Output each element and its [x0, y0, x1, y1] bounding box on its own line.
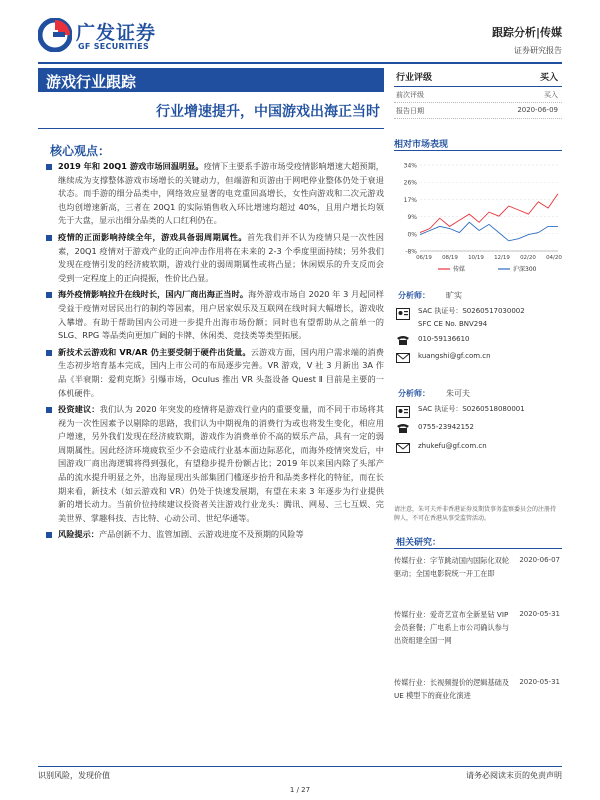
- analyst-1-label: 分析师：: [398, 291, 430, 300]
- analyst-1-email[interactable]: kuangshi@gf.com.cn: [418, 352, 491, 360]
- series-line-index: [420, 222, 558, 241]
- analyst-2-phone: 0755-23942152: [418, 423, 474, 431]
- analyst-2-sac: SAC 执证号：S0260518080001: [418, 405, 525, 413]
- phone-icon: [396, 422, 410, 434]
- analyst-2-email[interactable]: zhukefu@gf.com.cn: [418, 442, 487, 450]
- report-date-label: 报告日期: [396, 107, 424, 115]
- rating-box: [394, 68, 562, 119]
- email-icon: [396, 352, 410, 364]
- analyst-1-name: 旷实: [446, 291, 462, 300]
- header-divider: [38, 62, 562, 64]
- y-tick-label: 9%: [407, 214, 417, 222]
- y-tick-label: 0%: [407, 231, 417, 239]
- bullet-heading: 新技术云游戏和 VR/AR 仍主要受制于硬件出货量。: [58, 346, 251, 357]
- core-views-title: 核心观点：: [50, 144, 111, 158]
- id-card-icon: [396, 406, 410, 418]
- core-bullet: [44, 528, 384, 542]
- rating-value: 买入: [539, 73, 558, 83]
- bullet-body: 云游戏方面，国内用户需求端的消费生态初步培育基本完成，国内上市公司的布局逐步完善。VR 游戏，V 社 3 月新出 3A 作品《半衰期：爱莉克斯》引爆市场，Oculus 推出 VR 头盔设备 Quest Ⅱ 目前是主要的一体机硬件。: [58, 346, 384, 398]
- bullet-heading: 投资建议：: [58, 404, 100, 415]
- bullet-heading: 2019 年和 20Q1 游戏市场回温明显。: [58, 161, 204, 171]
- rating-label: 行业评级: [396, 73, 433, 83]
- report-title: 游戏行业跟踪: [46, 73, 137, 91]
- previous-rating-label: 前次评级: [396, 91, 424, 99]
- x-tick-label: 08/19: [442, 255, 458, 261]
- rating-header: [394, 68, 562, 87]
- subtitle-divider: [38, 128, 384, 129]
- x-tick-label: 10/19: [468, 255, 484, 261]
- footer-slogan: 识别风险，发现价值: [38, 771, 110, 780]
- related-item-title[interactable]: 传媒行业：爱奇艺宣布全新星钻 VIP 会员套餐；广电系上市公司确认参与出资组建全国一网: [394, 610, 510, 645]
- report-date-row: [394, 103, 562, 119]
- page-number: 1 / 27: [289, 786, 311, 794]
- footer-divider: [38, 766, 562, 767]
- bullet-body: 产品创新不力、监管加剧、云游戏进度不及预期的风险等: [98, 529, 304, 540]
- chart-title-divider: [394, 150, 562, 151]
- core-bullet: [44, 288, 384, 342]
- x-tick-label: 12/19: [494, 255, 510, 261]
- previous-rating-row: [394, 87, 562, 103]
- x-tick-label: 06/19: [416, 255, 432, 261]
- y-tick-label: 17%: [403, 196, 417, 204]
- company-logo: [38, 18, 168, 52]
- bullet-body: 海外游戏市场自 2020 年 3 月起同样受益于疫情对居民出行的制约等因素，用户居家娱乐及互联网在线时间大幅增长，游戏收入攀增。有助于帮助国内公司进一步提升出海市场份额；同时也有望帮助从之前单一的 SLG、RPG 等品类向更加广阔的卡牌、休闲类、竞技类等类型拓展。: [58, 289, 384, 341]
- related-item-title[interactable]: 传媒行业：长视频提价的逻辑基础及 UE 模型下的商业化演进: [394, 678, 510, 700]
- analyst-2-name: 朱可夫: [446, 389, 470, 398]
- related-research-title: 相关研究：: [396, 538, 442, 548]
- core-bullet: [44, 403, 384, 525]
- analyst-1-sfc: SFC CE No. BNV294: [418, 320, 488, 328]
- legend-label: 传媒: [453, 266, 466, 273]
- footer-disclaimer-note: 请务必阅读末页的免责声明: [466, 771, 562, 780]
- id-card-icon: [396, 308, 410, 320]
- report-subtype: 证券研究报告: [514, 46, 562, 55]
- report-meta: [492, 24, 562, 56]
- email-icon: [396, 442, 410, 454]
- analyst-disclaimer: 请注意，朱可夫并非香港证券及期货事务监察委员会的注册持牌人，不可在香港从事受监管活动。: [394, 506, 557, 522]
- bullet-body: 首先我们并不认为疫情只是一次性因素，20Q1 疫情对于游戏产业的正向冲击作用将在未来的 2-3 个季度里面持续；另外我们发现在疫情引发的经济疲软期，游戏行业的弱周期属性或将凸显；休闲娱乐的升支反而会受到一定程度上的正向提振，性价比凸显。: [58, 231, 384, 283]
- core-views-list: [44, 160, 384, 545]
- page-header: [0, 0, 600, 62]
- related-item-date: 2020-05-31: [519, 610, 560, 618]
- bullet-body: 疫情下主要系手游市场受疫情影响增速大超预期，继续成为支撑整体游戏市场增长的关键动力，但端游和页游由于网吧停业整体仍处于衰退状态。而手游的细分品类中，网络效应显著的电竞重回高增长，女性向游戏和二次元游戏也均创增速新高，三者在 20Q1 的实际销售收入环比增速均超过 40%，且用户增长均领先于大盘，显示出细分品类的人口红利仍在。: [58, 161, 384, 226]
- analyst-2-label: 分析师：: [398, 389, 430, 398]
- chart-title: 相对市场表现: [394, 140, 449, 150]
- y-tick-label: 26%: [403, 179, 417, 187]
- bullet-body: 我们认为 2020 年突发的疫情将是游戏行业内的重要变量，而不同于市场将其视为一次性因素予以剔除的思路，我们认为中期视角的消费行为或也将发生变化，相应用户增速，另外我们发现在经济疲软期，游戏作为消费单价不高的娱乐产品，具有一定的弱周期属性。因此经济环境疲软至少不会造成行业基本面边际恶化，而海外疫情突发后，中国游戏厂商出海逻辑将得到强化，有望稳步提升份额占比；2019 年以来国内除了头部产品的流水提升明显之外，出海显现出头部集团门槛逐步抬升和品类多样化的特征，而在长期来看，新技术（如云游戏和 VR）仍处于快速发展期，有望在未来 3 年逐步为行业提供新的增长动力。当前价位持续建议投资者关注游戏行业龙头：腾讯、网易、三七互娱、完美世界、掌趣科技、吉比特、心动公司、世纪华通等。: [58, 404, 384, 523]
- logo-english-name: GF SECURITIES: [78, 42, 150, 51]
- logo-mark-icon: [38, 18, 72, 52]
- core-bullet: [44, 231, 384, 285]
- phone-icon: [396, 334, 410, 346]
- bullet-heading: 海外疫情影响拉升在线时长，国内厂商出海正当时。: [58, 289, 249, 300]
- related-item-date: 2020-06-07: [519, 556, 560, 564]
- report-subtitle: 行业增速提升，中国游戏出海正当时: [156, 104, 380, 120]
- y-tick-label: -8%: [405, 248, 417, 256]
- core-bullet: [44, 160, 384, 228]
- bullet-heading: 疫情的正面影响持续全年，游戏具备弱周期属性。: [58, 231, 247, 242]
- related-item-date: 2020-05-31: [519, 678, 560, 686]
- analyst-1-phone: 010-59136610: [418, 335, 470, 343]
- previous-rating-value: 买入: [544, 91, 558, 99]
- relative-performance-chart: [394, 155, 562, 280]
- core-bullet: [44, 346, 384, 400]
- report-date-value: 2020-06-09: [517, 106, 558, 114]
- analyst-1-sac: SAC 执证号：S0260517030002: [418, 307, 525, 315]
- x-tick-label: 04/20: [546, 255, 562, 261]
- related-divider: [394, 548, 562, 549]
- report-type: 跟踪分析|传媒: [491, 26, 562, 39]
- bullet-heading: 风险提示：: [58, 529, 99, 540]
- x-tick-label: 02/20: [520, 255, 536, 261]
- legend-label: 沪深300: [513, 266, 537, 273]
- related-item-title[interactable]: 传媒行业：字节跳动国内国际化双轮驱动；全国电影院统一开工在即: [394, 556, 510, 578]
- y-tick-label: 34%: [403, 162, 417, 170]
- title-banner: [38, 68, 384, 92]
- logo-chinese-name: 广发证券: [76, 22, 157, 44]
